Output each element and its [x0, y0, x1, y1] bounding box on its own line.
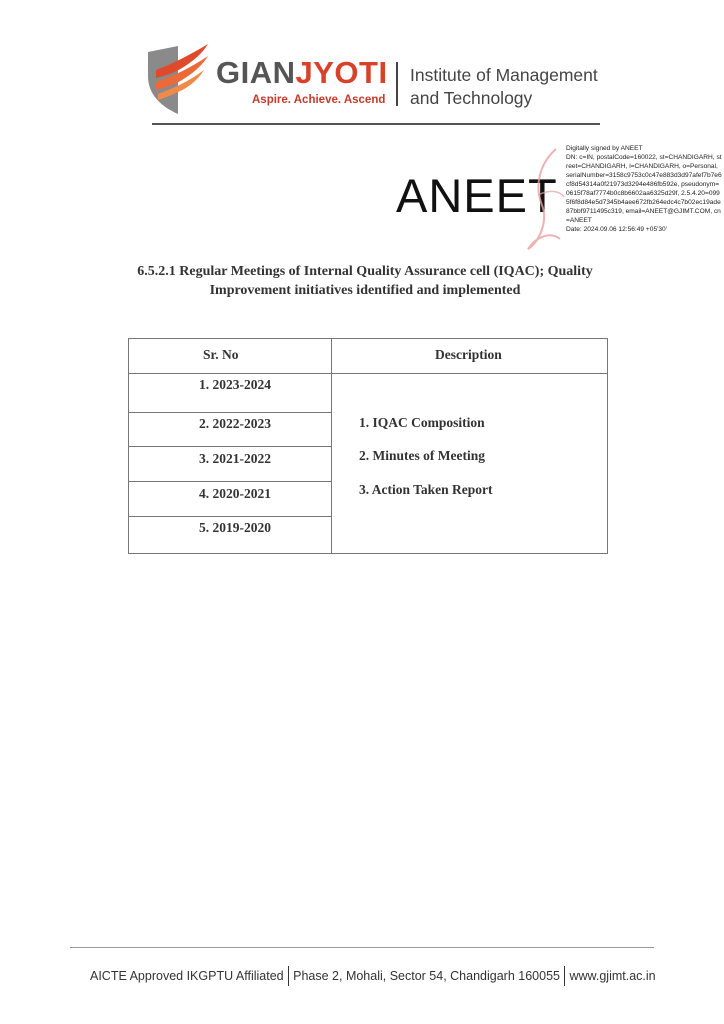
- page-heading: [100, 262, 630, 300]
- table-row-divider: [129, 412, 331, 413]
- header-divider: [396, 62, 398, 106]
- description-item: 3. Action Taken Report: [359, 482, 493, 497]
- signature-details: Digitally signed by ANEET DN: c=IN, postalCode=160022, st=CHANDIGARH, street=CHANDIGARH, l=CHANDIGARH, o=Personal, serialNumber=3158c9753c0c47e883d3d97afef7b7e6cf8d54314a0f21973d3294e486fb592e, pseudonym=0615f78af7774b0c8b6602aa6325d29f, 2.5.4.20=0995f6f8d84e5d7345b4aee672fb264edc4c7b02ec19ade87bbf9711495c319, email=ANEET@GJIMT.COM, cn=ANEET Date: 2024.09.06 12:56:49 +05'30': [566, 145, 722, 233]
- table-header-divider: [129, 373, 607, 374]
- description-item: 1. IQAC Composition: [359, 415, 485, 430]
- footer-website-link[interactable]: www.gjimt.ac.in: [569, 969, 656, 983]
- page-heading-line2: Improvement initiatives identified and implemented: [209, 283, 521, 298]
- footer-address: Phase 2, Mohali, Sector 54, Chandigarh 160055: [293, 969, 560, 983]
- brand-name: [216, 55, 388, 91]
- table-row-year: 1. 2023-2024: [199, 377, 271, 392]
- table-row-divider: [129, 516, 331, 517]
- institute-name-line2: and Technology: [410, 88, 533, 108]
- table-header-description: Description: [435, 347, 502, 362]
- brand-tagline: Aspire. Achieve. Ascend: [252, 94, 386, 106]
- header-rule: [152, 123, 600, 125]
- signature-scribble-icon: [520, 145, 570, 255]
- table-row-year: 4. 2020-2021: [199, 486, 271, 501]
- brand-name-part2: JYOTI: [295, 55, 388, 90]
- institute-name-line1: Institute of Management: [410, 65, 598, 85]
- institute-name: [410, 64, 598, 110]
- table-row-year: 2. 2022-2023: [199, 416, 271, 431]
- signature-name: ANEET: [396, 169, 558, 222]
- meetings-table: [128, 338, 608, 554]
- description-item: 2. Minutes of Meeting: [359, 448, 485, 463]
- gianjyoti-logo-icon: [142, 42, 214, 118]
- footer-rule: [70, 947, 654, 948]
- footer: [90, 966, 656, 986]
- footer-separator: [564, 966, 566, 986]
- brand-name-part1: GIAN: [216, 55, 296, 90]
- table-row-year: 3. 2021-2022: [199, 451, 271, 466]
- footer-separator: [288, 966, 290, 986]
- table-column-divider: [331, 339, 332, 553]
- page-heading-line1: 6.5.2.1 Regular Meetings of Internal Quality Assurance cell (IQAC); Quality: [137, 264, 593, 279]
- table-row-divider: [129, 446, 331, 447]
- table-header-sr-no: Sr. No: [203, 347, 239, 362]
- table-row-year: 5. 2019-2020: [199, 520, 271, 535]
- footer-affiliation: AICTE Approved IKGPTU Affiliated: [90, 969, 284, 983]
- table-row-divider: [129, 481, 331, 482]
